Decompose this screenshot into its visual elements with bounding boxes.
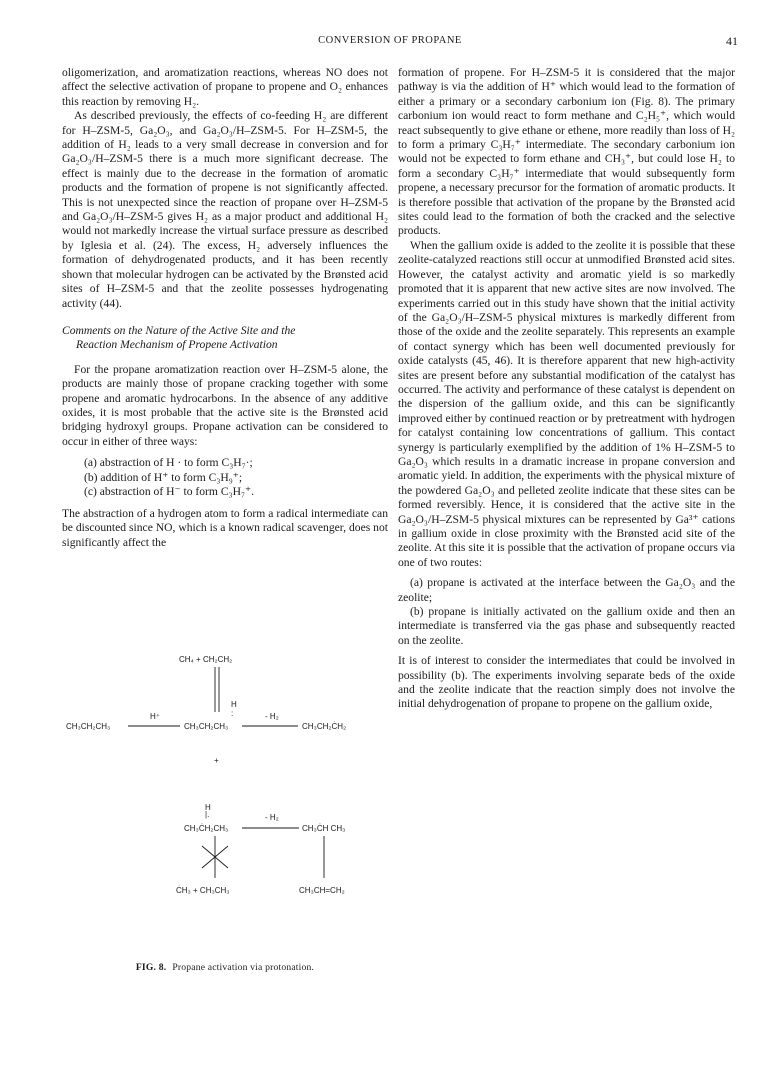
scheme-bond-dot: : [231, 709, 234, 718]
scheme-bottom-right: CH₃CH=CH₂ [299, 886, 345, 895]
section-heading-line: Comments on the Nature of the Active Site and the [62, 323, 296, 337]
paragraph: The abstraction of a hydrogen atom to form a radical intermediate can be discounted since NO, which is a known radical scavenger, does not significantly affect the [62, 506, 388, 549]
reaction-scheme-drawing [62, 650, 388, 950]
scheme-minus-h2: - H₂ [265, 813, 279, 822]
scheme-bond-dot: |. [205, 810, 210, 819]
figure-label: FIG. 8. [135, 962, 167, 973]
scheme-protonated-h: H [205, 803, 211, 812]
paragraph: When the gallium oxide is added to the zeolite it is possible that these zeolite-catalyzed reactions still occur at unmodified Brønsted acid sites. However, the catalyst activity and aromatic yield is so markedly promoted that it is apparent that new active sites are now involved. The experiments carried out in this study have shown that the initial activity of the Ga₂O₃/H–ZSM-5 physical mixtures is markedly different from those of the oxide and the zeolite separately. This represents an example of contact synergy which has been well documented previously for oxide catalysts (45, 46). It is therefore apparent that new high-activity sites are present before any substantial modification of the catalyst has occurred. The activity and performance of these catalyst is dependent on the dispersion of the gallium oxide, and this can be significantly improved either by continued reaction or by pretreatment with hydrogen for catalyst containing low concentrations of gallium. This contact synergy is particularly exemplified by the addition of 1% H–ZSM-5 to Ga₂O₃ which results in a dramatic increase in propane conversion and aromatic yield. In addition, the experiments with the physical mixture of the powdered Ga₂O₃ and pelleted zeolite indicate that these sites can be formed reversibly. Hence, it is considered that the active site in the Ga₂O₃/H–ZSM-5 physical mixtures can be represented by Ga³⁺ cations in gallium oxide in close proximity with the Brønsted acid site of the zeolite. At this site it is possible that the activation of propane occurs via one of two routes: [398, 238, 735, 569]
page-header [0, 35, 780, 51]
scheme-minus-h2: - H₂ [265, 712, 279, 721]
paragraph: oligomerization, and aromatization reactions, whereas NO does not affect the selective activation of propane to propene and O₂ enhances this reaction by removing H₂. [62, 66, 388, 108]
scheme-product-2: CH₃ĊH CH₃ [302, 824, 346, 833]
route-item: (b) propane is initially activated on the gallium oxide and then an intermediate is transferred via the gas phase and subsequently reacted on the zeolite. [398, 605, 735, 647]
reaction-scheme [62, 650, 388, 950]
running-title: CONVERSION OF PROPANE [318, 35, 462, 46]
scheme-plus: + [214, 756, 219, 765]
right-column [398, 66, 735, 712]
left-column [62, 66, 388, 550]
paragraph: formation of propene. For H–ZSM-5 it is considered that the major pathway is via the addition of H⁺ which would lead to the formation of either a primary or a secondary carbonium ion (Fig. 8). The primary carbonium ion would react to form methane and C₂H₅⁺, which would react subsequently to give ethane or ethene, more readily than loss of H₂ to form a primary C₃H₇⁺ intermediate. The secondary carbonium ion would not be expected to form ethane and CH₃⁺, but could lose H₂ to form a secondary C₃H₇⁺ intermediate that would subsequently form propene, a necessary precursor for the formation of aromatic products. It is therefore possible that activation of the propane by the Brønsted acid sites could lead to the formation of both the cracked and the selective products. [398, 66, 735, 238]
scheme-protonated-2: CH₃ĊH₂CH₃ [184, 824, 229, 833]
paragraph: For the propane aromatization reaction over H–ZSM-5 alone, the products are mainly those of propane cracking together with some propene and aromatic hydrocarbons. In the absence of any additive oxides, it is most probable that the active site is the Brønsted acid bridging hydroxyl groups. Propane activation can be considered to occur in either of three ways: [62, 362, 388, 448]
page-number: 41 [726, 34, 738, 48]
scheme-top-products: CH₄ + CH₂CH₂ [179, 655, 233, 664]
scheme-bottom-left: ĊH₃ + CH₃CH₃ [176, 886, 230, 895]
figure-caption [62, 962, 388, 973]
scheme-reactant: CH₃CH₂CH₃ [66, 722, 111, 731]
scheme-protonated-h: H [231, 700, 237, 709]
scheme-product-1: CH₃CH₂ĊH₂ [302, 722, 347, 731]
list-item: (c) abstraction of H⁻ to form C₃H₇⁺. [84, 485, 255, 499]
route-item: (a) propane is activated at the interface between the Ga₂O₃ and the zeolite; [398, 576, 735, 604]
scheme-protonated-1: CH₃CH₂CH₃ [184, 722, 229, 731]
paragraph: It is of interest to consider the intermediates that could be involved in possibility (b). The experiments involving separate beds of the oxide and the zeolite indicate that the reaction simply does not involve the initial dehydrogenation of propane to propene on the gallium oxide, [398, 654, 735, 711]
section-heading [62, 324, 388, 353]
scheme-h-plus: H⁺ [150, 712, 160, 721]
activation-ways-list [62, 456, 388, 500]
figure-caption-text: Propane activation via protonation. [172, 962, 315, 973]
paragraph: As described previously, the effects of co-feeding H₂ are different for H–ZSM-5, Ga₂O₃, and Ga₂O₃/H–ZSM-5. For H–ZSM-5, the addition of H₂ leads to a very small decrease in conversion and for Ga₂O₃/H–ZSM-5 there is a much more significant decrease. The effect is mainly due to the decrease in the formation of aromatic products and the formation of propene is not significantly affected. This is not unexpected since the reaction of propane over H–ZSM-5 and Ga₂O₃/H–ZSM-5 gives H₂ as a major product and additional H₂ would not markedly increase the virtual surface pressure as described by Iglesia et al. (24). The excess, H₂ adversely influences the formation of dehydrogenated products, and it has been recently shown that molecular hydrogen can be activated by the Brønsted acid sites of H–ZSM-5 and that the zeolite possesses hydrogenating activity (44). [62, 109, 388, 310]
list-item: (a) abstraction of H · to form C₃H₇·; [84, 456, 253, 470]
section-heading-line: Reaction Mechanism of Propene Activation [76, 338, 278, 352]
list-item: (b) addition of H⁺ to form C₃H₉⁺; [84, 470, 243, 484]
